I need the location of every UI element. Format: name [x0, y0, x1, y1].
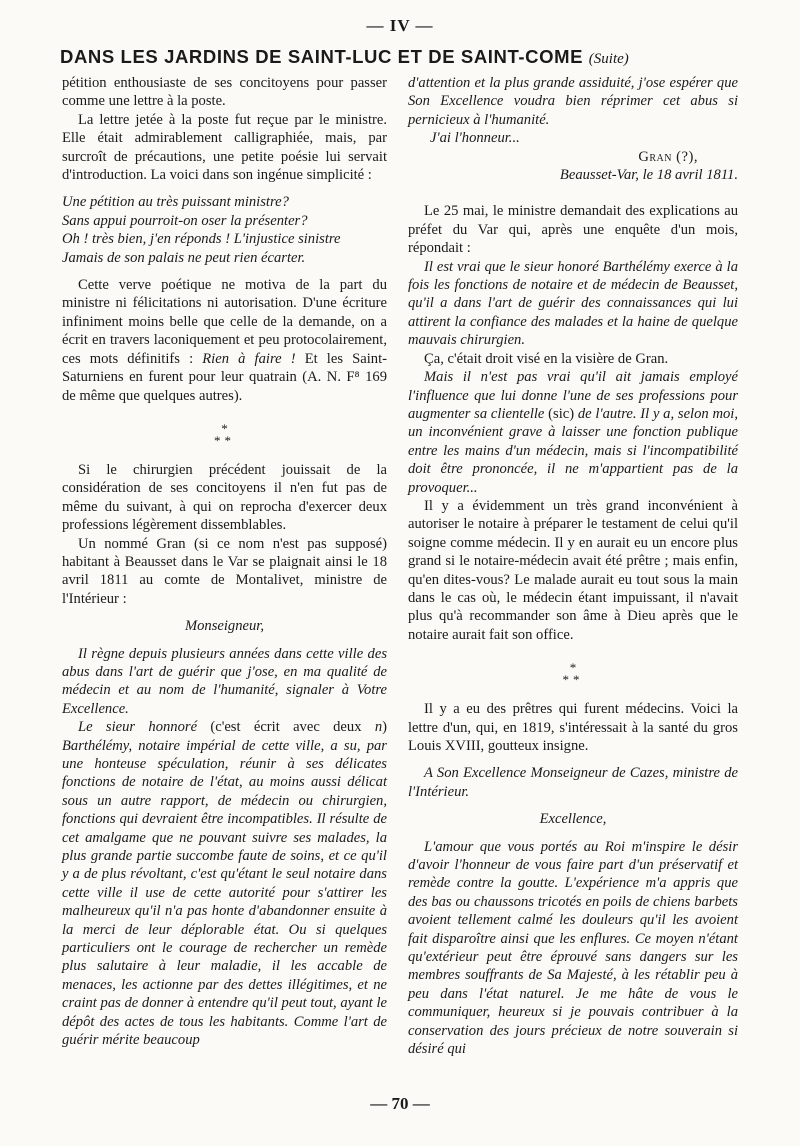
- paragraph: La lettre jetée à la poste fut reçue par le ministre. Elle était admirablement calligraphiée, mais, par surcroît de précautions, une petite poésie lui servait d'introduction. La voici dans son ingénue simplicité :: [62, 111, 387, 184]
- left-column: [62, 74, 387, 1050]
- address: A Son Excellence Monseigneur de Cazes, ministre de l'Intérieur.: [408, 765, 738, 800]
- letter-paragraph: d'attention et la plus grande assiduité, j'ose espérer que Son Excellence voudra bien réprimer cet abus si pernicieux à l'humanité.: [408, 75, 738, 128]
- paragraph: Un nommé Gran (si ce nom n'est pas supposé) habitant à Beausset dans le Var se plaignait ainsi le 18 avril 1811 au comte de Montalivet, ministre de l'Intérieur :: [62, 535, 387, 607]
- letter-paragraph: [62, 718, 387, 1049]
- right-column: [408, 74, 738, 1059]
- text-run: ): [382, 719, 387, 736]
- poem-line: Oh ! très bien, j'en réponds ! L'injustice sinistre: [62, 231, 341, 248]
- text-run: n: [374, 719, 383, 736]
- signature: Gran (?),: [638, 148, 698, 165]
- title-text: DANS LES JARDINS DE SAINT-LUC ET DE SAINT-COME: [60, 46, 584, 67]
- text-run: (sic): [544, 405, 578, 422]
- paragraph: Si le chirurgien précédent jouissait de la considération de ses concitoyens il n'en fut pas de même du suivant, à qui on reprocha d'exercer deux professions légèrement dissemblables.: [62, 461, 387, 534]
- poem-line: Sans appui pourroit-on oser la présenter?: [62, 212, 308, 229]
- asterism-top: *: [569, 660, 577, 676]
- letter-paragraph: L'amour que vous portés au Roi m'inspire le désir d'avoir l'honneur de vous faire part d'un préservatif et remède contre la goutte. L'expérience m'a appris que des bas ou chaussons tricotés en poils de chiens barbets avoient tellement calmé les douleurs qu'il les avoient fait disparoître ainsi que les enflures. Ce moyen n'étant qu'extérieur peut être éprouvé sans dangers sur les membres souffrants de Sa Majesté, à les rétablir peu à peu dans l'état naturel. Je me hâte de vous le communiquer, heureux si je pouvais contribuer à la conservation des jours précieux de notre souverain si désiré qui: [408, 838, 738, 1058]
- text-run: Et les Saint-Saturniens en furent pour leur quatrain (A. N. F⁸ 169 de même que quelques autres).: [62, 350, 387, 404]
- section-separator: [62, 420, 387, 448]
- salutation: Excellence,: [539, 811, 607, 828]
- running-title: [60, 46, 740, 68]
- text-run: Cette verve poétique ne motiva de la part du ministre ni félicitations ni autorisation. D'une écriture infiniment moins belle que celle de la demande, on a écrit en travers laconiquement et peu protocolairement, ces mots définitifs :: [62, 277, 387, 367]
- page-number: — 70 —: [370, 1094, 430, 1113]
- section-separator: [408, 662, 738, 686]
- text-run: Barthélémy, notaire impérial de cette ville, a su, par une honteuse spéculation, réunir à ses délicates fonctions de notaire de l'état, au moins aussi délicat sous un autre rapport, de médecin ou chirurgien, fonctions qui devraient être incompatibles. Il résulte de cet amalgame que ne pouvant suivre ses malades, la plus grande partie succombe faute de soins, et ce qu'il y a de plus révoltant, c'est qu'étant le seul notaire dans cette ville il use de cette autorité pour s'attirer les malheureux qu'il n'a pas honte d'abandonner ensuite à la merci de leur déplorable état. Ou si quelques particuliers ont le courage de rechercher un remède plus salutaire à leur maladie, il les accable de menaces, les actionne par des dettes illégitimes, et ne craint pas de donner à entendre qu'il peut tout, ayant le dépôt des actes de tous les habitants. Comme l'art de guérir mérite beaucoup: [62, 737, 387, 1049]
- place-date: Beausset-Var, le 18 avril 1811.: [559, 167, 738, 184]
- poem: [62, 193, 387, 267]
- quote: Il est vrai que le sieur honoré Barthélémy exerce à la fois les fonctions de notaire et de médecin de Beausset, qu'il a dans l'art de guérir des connaissances qui lui attirent la confiance des malades et la haine de quelque mauvais chirurgien.: [408, 258, 738, 349]
- text-run: (c'est écrit avec deux: [197, 719, 375, 736]
- poem-line: Jamais de son palais ne peut rien écarter.: [62, 249, 306, 266]
- paragraph: Le 25 mai, le ministre demandait des explications au préfet du Var qui, après une enquête d'un mois, répondait :: [408, 203, 738, 257]
- paragraph: [62, 276, 387, 405]
- paragraph: Il y a évidemment un très grand inconvénient à autoriser le notaire à préparer le testament de celui qu'il soigne comme médecin. Il y en aurait eu un encore plus grand si le notaire-médecin avait été prêtre ; mais enfin, qu'en dites-vous? Le malade aurait eu tout sous la main dans le cas où, le médecin étant impuissant, il n'avait plus qu'à recommander son âme à Dieu après que le notaire aurait fait son office.: [408, 497, 738, 643]
- text-run: Le sieur honnoré: [78, 719, 198, 736]
- poem-line: Une pétition au très puissant ministre?: [62, 194, 289, 211]
- title-suite: (Suite): [588, 51, 629, 67]
- asterism-bottom: **: [562, 672, 584, 688]
- text-run: Rien à faire !: [202, 350, 296, 367]
- asterism-bottom: **: [214, 432, 235, 448]
- salutation: Monseigneur,: [184, 618, 265, 635]
- text-run: de l'autre. Il y a, selon moi, un inconvénient grave à laisser une fonction publique entre les mains d'un médecin, mais si l'incompatibilité doit être prononcée, il ne m'appartient pas de la provoquer...: [408, 405, 739, 496]
- closing: J'ai l'honneur...: [430, 130, 520, 147]
- quote: [408, 368, 738, 497]
- asterism-top: *: [221, 420, 228, 436]
- paragraph: pétition enthousiaste de ses concitoyens pour passer comme une lettre à la poste.: [62, 75, 387, 110]
- paragraph: Il y a eu des prêtres qui furent médecins. Voici la lettre d'un, qui, en 1819, s'intéressait à la santé du gros Louis XVIII, goutteux insigne.: [408, 701, 738, 754]
- roman-page-marker: — IV —: [366, 16, 434, 35]
- text-run: Mais il n'est pas vrai qu'il ait jamais employé l'influence que lui donne l'une de ses professions pour augmenter sa clientelle: [408, 369, 738, 422]
- paragraph: Ça, c'était droit visé en la visière de Gran.: [424, 350, 669, 367]
- letter-paragraph: Il règne depuis plusieurs années dans cette ville des abus dans l'art de guérir que j'ose, en ma qualité de médecin et au nom de l'humanité, signaler à Votre Excellence.: [62, 645, 387, 717]
